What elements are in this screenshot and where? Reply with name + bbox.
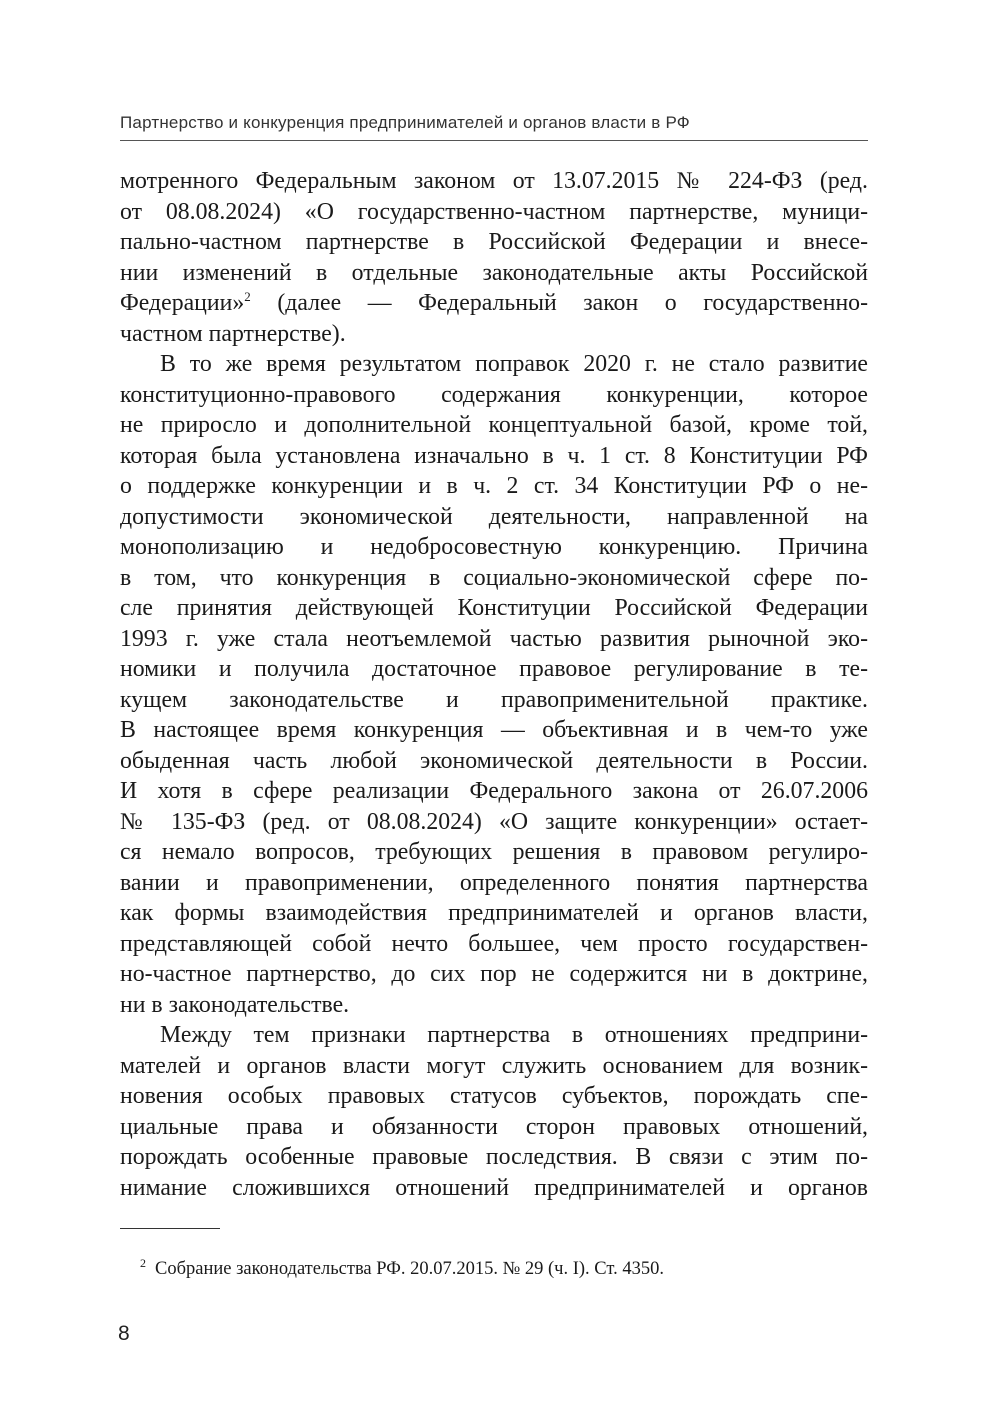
- text-line: от 08.08.2024) «О государственно-частном партнерстве, муници-: [120, 198, 868, 225]
- text-line: конституционно-правового содержания конкуренции, которое: [120, 381, 868, 408]
- page-number: 8: [118, 1322, 130, 1345]
- text-line: В то же время результатом поправок 2020 г. не стало развитие: [160, 351, 868, 377]
- text-line: мателей и органов власти могут служить основанием для возник-: [120, 1052, 868, 1079]
- header-rule: [120, 140, 868, 141]
- text-line: не приросло и дополнительной концептуальной базой, кроме той,: [120, 412, 868, 438]
- footnote-text: Собрание законодательства РФ. 20.07.2015. № 29 (ч. I). Ст. 4350.: [155, 1259, 664, 1279]
- text-line: нии изменений в отдельные законодательные акты Российской: [120, 259, 868, 286]
- text-line: как формы взаимодействия предпринимателей и органов власти,: [120, 900, 868, 926]
- text-line: обыденная часть любой экономической деятельности в России.: [120, 747, 868, 774]
- text-line: пально-частном партнерстве в Российской Федерации и внесе-: [120, 229, 868, 255]
- text-line: представляющей собой нечто большее, чем просто государствен-: [120, 930, 868, 957]
- text-line-with-footnote-ref: [120, 288, 868, 319]
- text-line: кущем законодательстве и правоприменительной практике.: [120, 686, 868, 713]
- text-line: допустимости экономической деятельности, направленной на: [120, 503, 868, 530]
- text-line: в том, что конкуренция в социально-экономической сфере по-: [120, 564, 868, 591]
- footnote-ref: 2: [244, 289, 251, 304]
- text-line: но-частное партнерство, до сих пор не содержится ни в доктрине,: [120, 961, 868, 987]
- footnote-separator: [120, 1228, 220, 1229]
- footnote: [140, 1251, 860, 1281]
- text-line: которая была установлена изначально в ч. 1 ст. 8 Конституции РФ: [120, 442, 868, 469]
- text-line: номики и получила достаточное правовое регулирование в те-: [120, 656, 868, 682]
- running-header: [120, 113, 868, 133]
- text-line: В настоящее время конкуренция — объективная и в чем-то уже: [120, 717, 868, 743]
- footnote-number: 2: [140, 1256, 146, 1270]
- text-segment: (далее — Федеральный закон о государственно-: [277, 290, 868, 316]
- text-line: мотренного Федеральным законом от 13.07.2015 № 224-ФЗ (ред.: [120, 168, 868, 194]
- running-header-title: Партнерство и конкуренция предпринимателей и органов власти в РФ: [120, 113, 690, 132]
- text-line: нимание сложившихся отношений предпринимателей и органов: [120, 1174, 868, 1201]
- text-line: порождать особенные правовые последствия. В связи с этим по-: [120, 1144, 868, 1170]
- text-line: 1993 г. уже стала неотъемлемой частью развития рыночной эко-: [120, 625, 868, 652]
- text-line: И хотя в сфере реализации Федерального закона от 26.07.2006: [120, 778, 868, 804]
- text-line: сле принятия действующей Конституции Российской Федерации: [120, 595, 868, 621]
- text-line: новения особых правовых статусов субъектов, порождать спе-: [120, 1083, 868, 1109]
- text-line: частном партнерстве).: [120, 320, 346, 347]
- text-line: Между тем признаки партнерства в отношениях предприни-: [160, 1022, 868, 1048]
- text-line: циальные права и обязанности сторон правовых отношений,: [120, 1113, 868, 1140]
- text-line: ся немало вопросов, требующих решения в правовом регулиро-: [120, 839, 868, 865]
- text-line: № 135-ФЗ (ред. от 08.08.2024) «О защите конкуренции» остает-: [120, 808, 868, 835]
- text-line: ни в законодательстве.: [120, 991, 350, 1018]
- text-line: о поддержке конкуренции и в ч. 2 ст. 34 Конституции РФ о не-: [120, 473, 868, 499]
- body-text: [120, 166, 868, 1203]
- text-line: вании и правоприменении, определенного понятия партнерства: [120, 869, 868, 896]
- text-line: монополизацию и недобросовестную конкуренцию. Причина: [120, 534, 868, 560]
- text-segment: Федерации»: [120, 290, 245, 316]
